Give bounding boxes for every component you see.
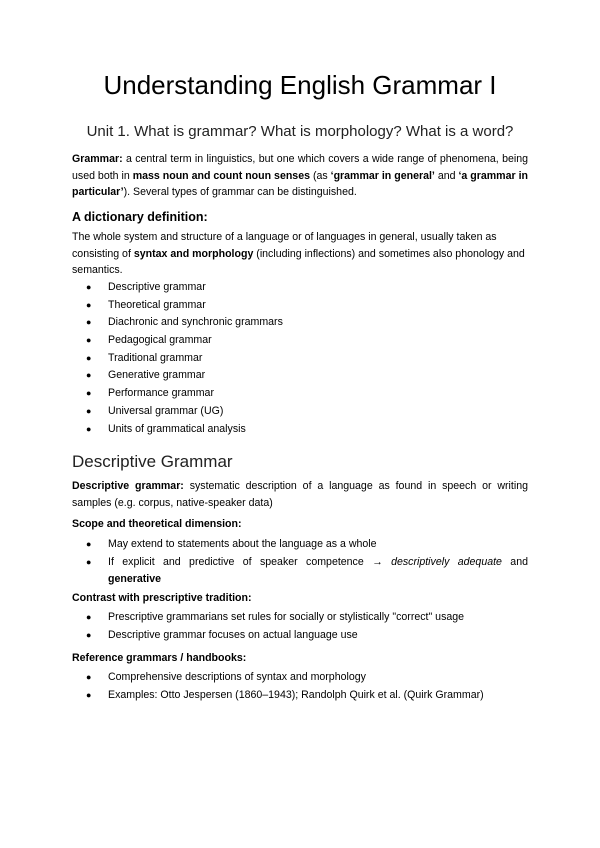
list-item xyxy=(72,669,528,686)
reference-list xyxy=(72,669,528,705)
grammar-intro-paragraph xyxy=(72,151,528,201)
list-item xyxy=(72,314,528,332)
grammar-types-list xyxy=(72,279,528,438)
list-item-label: Comprehensive descriptions of syntax and morphology xyxy=(108,671,366,683)
list-item xyxy=(72,297,528,315)
list-item xyxy=(72,554,528,587)
dictionary-heading: A dictionary definition: xyxy=(72,210,208,224)
descriptive-term: Descriptive grammar: xyxy=(72,480,184,492)
list-item xyxy=(72,627,528,644)
bullet-icon: ● xyxy=(86,630,92,640)
list-item xyxy=(72,609,528,626)
list-item xyxy=(72,403,528,421)
bullet-icon: ● xyxy=(86,282,92,292)
bullet-icon: ● xyxy=(86,317,92,328)
intro-text: ). Several types of grammar can be distinguished. xyxy=(123,186,357,198)
list-item-label: Universal grammar (UG) xyxy=(108,404,224,417)
definition-text: The whole system and structure of a language or of languages in general, usually taken as consisting of xyxy=(72,231,497,260)
list-item-label: Pedagogical grammar xyxy=(108,334,212,347)
grammar-term: Grammar: xyxy=(72,153,123,165)
list-item-label: and xyxy=(501,556,528,568)
dictionary-definition xyxy=(72,229,528,279)
intro-text: a central term in linguistics, but one which covers a wide range of phenomena, being used both in xyxy=(72,153,528,182)
reference-heading: Reference grammars / handbooks: xyxy=(72,652,247,664)
bullet-icon: ● xyxy=(86,335,92,346)
descriptive-grammar-heading: Descriptive Grammar xyxy=(72,452,233,471)
unit-subtitle: Unit 1. What is grammar? What is morphology? What is a word? xyxy=(86,123,514,140)
list-item-label: May extend to statements about the language as a whole xyxy=(108,538,377,550)
list-item-label: Descriptive grammar xyxy=(108,281,206,293)
list-item-label: Generative grammar xyxy=(108,369,206,382)
intro-text: and xyxy=(434,169,459,182)
list-item xyxy=(72,332,528,350)
list-item-label: Units of grammatical analysis xyxy=(108,422,246,435)
bullet-icon: ● xyxy=(86,557,92,567)
list-item-label: Prescriptive grammarians set rules for socially or stylistically "correct" usage xyxy=(108,611,465,623)
list-item-label: If explicit and predictive of speaker competence → xyxy=(108,556,392,568)
bullet-icon: ● xyxy=(86,388,92,399)
document-title: Understanding English Grammar I xyxy=(103,70,497,100)
bullet-icon: ● xyxy=(86,612,92,622)
list-item-italic: descriptively adequate xyxy=(391,556,502,568)
list-item xyxy=(72,367,528,385)
list-item xyxy=(72,350,528,368)
bullet-icon: ● xyxy=(86,405,92,416)
intro-bold: ‘a grammar in particular’ xyxy=(72,169,528,198)
list-item xyxy=(72,687,528,704)
list-item-label: Examples: Otto Jespersen (1860–1943); Randolph Quirk et al. (Quirk Grammar) xyxy=(108,689,484,701)
intro-bold: ‘grammar in general’ xyxy=(330,169,435,182)
descriptive-definition xyxy=(72,478,528,511)
intro-text: (as xyxy=(309,169,331,182)
list-item xyxy=(72,385,528,403)
bullet-icon: ● xyxy=(86,539,92,549)
bullet-icon: ● xyxy=(86,690,92,700)
list-item-bold: generative xyxy=(108,572,161,585)
definition-bold: syntax and morphology xyxy=(133,247,254,260)
bullet-icon: ● xyxy=(86,299,92,310)
definition-text: (including inflections) and sometimes also phonology and semantics. xyxy=(72,247,525,276)
bullet-icon: ● xyxy=(86,370,92,381)
contrast-heading: Contrast with prescriptive tradition: xyxy=(72,592,252,604)
contrast-list xyxy=(72,609,528,645)
bullet-icon: ● xyxy=(86,423,92,434)
list-item-label: Traditional grammar xyxy=(108,351,203,364)
scope-heading: Scope and theoretical dimension: xyxy=(72,518,242,530)
bullet-icon: ● xyxy=(86,672,92,682)
list-item xyxy=(72,421,528,439)
list-item-label: Diachronic and synchronic grammars xyxy=(108,316,283,329)
list-item xyxy=(72,536,528,553)
bullet-icon: ● xyxy=(86,352,92,363)
scope-list xyxy=(72,536,528,589)
list-item-label: Theoretical grammar xyxy=(108,298,206,311)
list-item-label: Descriptive grammar focuses on actual language use xyxy=(108,629,358,641)
descriptive-def-text: systematic description of a language as found in speech or writing samples (e.g. corpus, native-speaker data) xyxy=(72,480,528,509)
intro-bold: mass noun and count noun senses xyxy=(132,169,310,182)
list-item xyxy=(72,279,528,297)
list-item-label: Performance grammar xyxy=(108,387,214,400)
